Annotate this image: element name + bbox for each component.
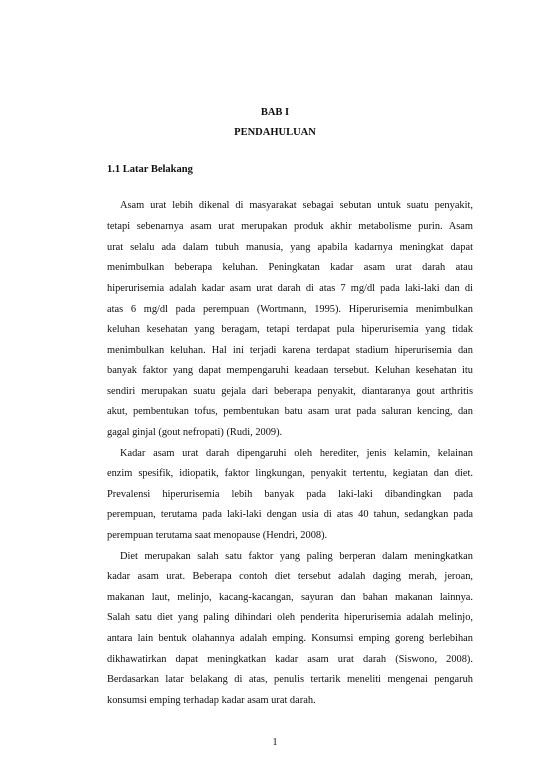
text-line: dikhawatirkan dapat meningkatkan kadar asam urat darah (Siswono, 2008).	[107, 654, 473, 665]
section-heading: 1.1 Latar Belakang	[107, 164, 193, 175]
text-line: menimbulkan keluhan. Hal ini terjadi karena terdapat stadium hiperurisemia dan	[107, 345, 473, 356]
text-line: menimbulkan beberapa keluhan. Peningkatan kadar asam urat darah atau	[107, 262, 473, 273]
text-line: Asam urat lebih dikenal di masyarakat sebagai sebutan untuk suatu penyakit,	[120, 200, 473, 211]
text-line: antara lain bentuk olahannya adalah emping. Konsumsi emping goreng berlebihan	[107, 633, 473, 644]
text-line: atas 6 mg/dl pada perempuan (Wortmann, 1995). Hiperurisemia menimbulkan	[107, 304, 473, 315]
page-number: 1	[272, 737, 278, 748]
text-line: tetapi sebenarnya asam urat merupakan produk akhir metabolisme purin. Asam	[107, 221, 473, 232]
text-line: Prevalensi hiperurisemia lebih banyak pada laki-laki dibandingkan pada	[107, 489, 473, 500]
text-line: urat selalu ada dalam tubuh manusia, yang apabila kadarnya meningkat dapat	[107, 242, 473, 253]
text-line: perempuan terutama saat menopause (Hendri, 2008).	[107, 530, 328, 541]
text-line: Salah satu diet yang paling dihindari oleh penderita hiperurisemia adalah melinjo,	[107, 612, 473, 623]
text-line: Kadar asam urat darah dipengaruhi oleh herediter, jenis kelamin, kelainan	[120, 448, 473, 459]
text-line: hiperurisemia adalah kadar asam urat darah di atas 7 mg/dl pada laki-laki dan di	[107, 283, 473, 294]
text-line: perempuan, terutama pada laki-laki dengan usia di atas 40 tahun, sedangkan pada	[107, 509, 473, 520]
text-line: banyak faktor yang dapat mempengaruhi keadaan tersebut. Keluhan kesehatan itu	[107, 365, 473, 376]
text-line: sendiri merupakan suatu gejala dari beberapa penyakit, diantaranya gout arthritis	[107, 386, 473, 397]
text-line: enzim spesifik, idiopatik, faktor lingkungan, penyakit tertentu, kegiatan dan diet.	[107, 468, 473, 479]
text-line: Berdasarkan latar belakang di atas, penulis tertarik meneliti mengenai pengaruh	[107, 674, 473, 685]
text-line: makanan laut, melinjo, kacang-kacangan, sayuran dan bahan makanan lainnya.	[107, 592, 473, 603]
text-line: keluhan kesehatan yang beragam, tetapi terdapat pula hiperurisemia yang tidak	[107, 324, 473, 335]
chapter-title: PENDAHULUAN	[234, 127, 316, 138]
chapter-number: BAB I	[260, 107, 290, 118]
text-line: akut, pembentukan tofus, pembentukan batu asam urat pada saluran kencing, dan	[107, 406, 473, 417]
text-line: gagal ginjal (gout nefropati) (Rudi, 2009).	[107, 427, 283, 438]
text-line: konsumsi emping terhadap kadar asam urat darah.	[107, 695, 316, 706]
text-line: kadar asam urat. Beberapa contoh diet tersebut adalah daging merah, jeroan,	[107, 571, 473, 582]
text-line: Diet merupakan salah satu faktor yang paling berperan dalam meningkatkan	[120, 551, 473, 562]
